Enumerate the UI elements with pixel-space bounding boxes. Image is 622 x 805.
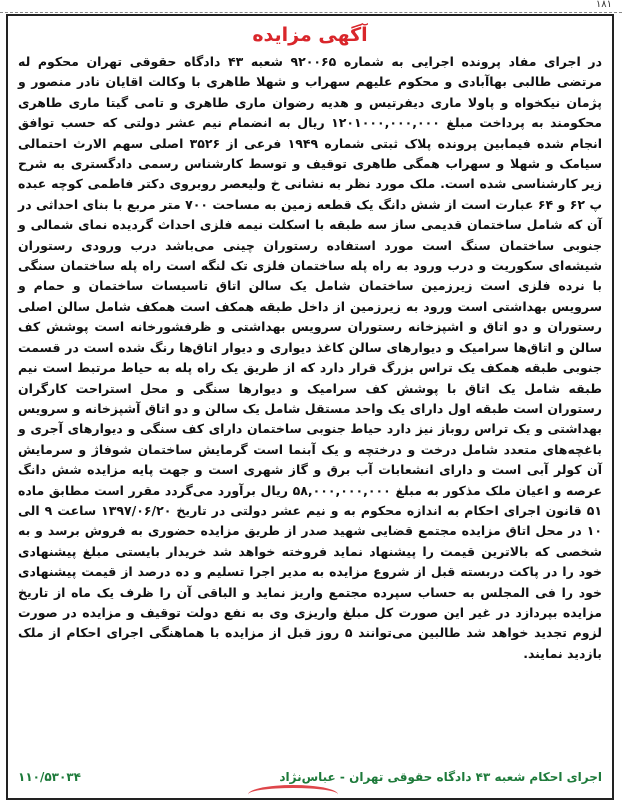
stamp-mark [248,785,338,804]
page-number: ۱۸۱ [595,0,612,10]
page-top-strip [0,0,622,13]
footer-code: ۱۱۰/۵۳۰۳۴ [18,770,81,784]
auction-notice [6,14,614,800]
footer-signature: اجرای احکام شعبه ۴۳ دادگاه حقوقی تهران - عباس‌نژاد [279,770,602,784]
notice-footer [18,770,602,784]
notice-title: آگهی مزایده [252,24,368,46]
notice-body: در اجرای مفاد پرونده اجرایی به شماره ۹۲۰۰۶۵ شعبه ۴۳ دادگاه حقوقی تهران محکوم له مرتضی طالبی بهاآبادی و محکوم علیهم سهراب و شهلا طاهری با وکالت اقایان نادر منصور و پژمان نیکخواه و پاولا ماری دیفرتیس و هدیه رضوان ماری طاهری و تامی گیتا ماری طاهری محکومند به پرداخت مبلغ ۱۲۰۱۰۰۰,۰۰۰,۰۰۰ ریال به انضمام نیم عشر دولتی که حسب توافق انجام شده فیمابین پرونده پلاک ثبتی شماره ۱۹۴۹ فرعی از ۳۵۲۶ اصلی سهم الارث احتمالی سیامک و شهلا و سهراب همگی طاهری توقیف و توسط کارشناس رسمی دادگستری به شرح زیر کارشناسی شده است. ملک مورد نظر به نشانی خ ولیعصر روبروی دکتر فاطمی کوچه عبده پ ۶۲ و ۶۴ عبارت است از شش دانگ یک قطعه زمین به مساحت ۷۰۰ متر مربع با بنای احداثی در آن که شامل ساختمان قدیمی ساز سه طبقه با اسکلت نیمه فلزی احداث گردیده نمای شمالی و جنوبی ساختمان سنگ است مورد استفاده رستوران چینی می‌باشد درب ورودی رستوران شیشه‌ای سکوریت و درب ورود به راه پله ساختمان فلزی تک لنگه است راه پله ساختمان سنگی با نرده فلزی است زیرزمین ساختمان شامل یک سالن اتاق تاسیسات ساختمان و حمام و سرویس بهداشتی است ورود به زیرزمین از داخل طبقه همکف است همکف شامل سالن اصلی رستوران و دو اتاق و اشپزخانه رستوران سرویس بهداشتی و ظرفشورخانه است پوشش کف سالن و اتاق‌ها سرامیک و دیوارهای سالن کاغذ دیواری و دیوار اتاق‌ها رنگ شده است در قسمت جنوبی طبقه همکف یک تراس بزرگ قرار دارد که از طریق یک راه پله به حیاط مرتبط است نیم طبقه شامل یک اتاق با پوشش کف سرامیک و دیوارها سنگی و محل استراحت کارگران رستوران است طبقه اول دارای یک واحد مستقل شامل یک سالن و دو اتاق آشپزخانه و سرویس بهداشتی و یک تراس روباز نیز دارد حیاط جنوبی ساختمان دارای کف سنگی و دیوارهای آجری و باغچه‌های متعدد شامل درخت و درختچه و یک آبنما است گرمایش ساختمان شوفاژ و سرمایش آن کولر آبی است و دارای انشعابات آب برق و گاز شهری است و جهت پایه مزایده شش دانگ عرصه و اعیان ملک مذکور به مبلغ ۵۸,۰۰۰,۰۰۰,۰۰۰ ریال برآورد می‌گردد مقرر است مطابق ماده ۵۱ قانون اجرای احکام به اندازه محکوم به و نیم عشر دولتی در تاریخ ۱۳۹۷/۰۶/۲۰ ساعت ۹ الی ۱۰ در محل اتاق مزایده مجتمع قضایی شهید صدر از طریق مزایده حضوری به فروش برسد و به شخصی که بالاترین قیمت را پیشنهاد نماید فروخته خواهد شد خریدار بایستی مبلغ پیشنهادی خود را در پاکت دربسته قبل از شروع مزایده به مدیر اجرا تسلیم و ده درصد از قیمت پیشنهادی خود را فی المجلس به حساب سپرده مجتمع واریز نماید و الباقی آن را ظرف یک ماه از تاریخ مزایده بپردازد در غیر این صورت کل مبلغ واریزی وی به نفع دولت توقیف و مزایده در صورت لزوم تجدید خواهد شد طالبین می‌توانند ۵ روز قبل از مزایده با هماهنگی اجرای احکام از ملک بازدید نمایند. [18,54,603,661]
